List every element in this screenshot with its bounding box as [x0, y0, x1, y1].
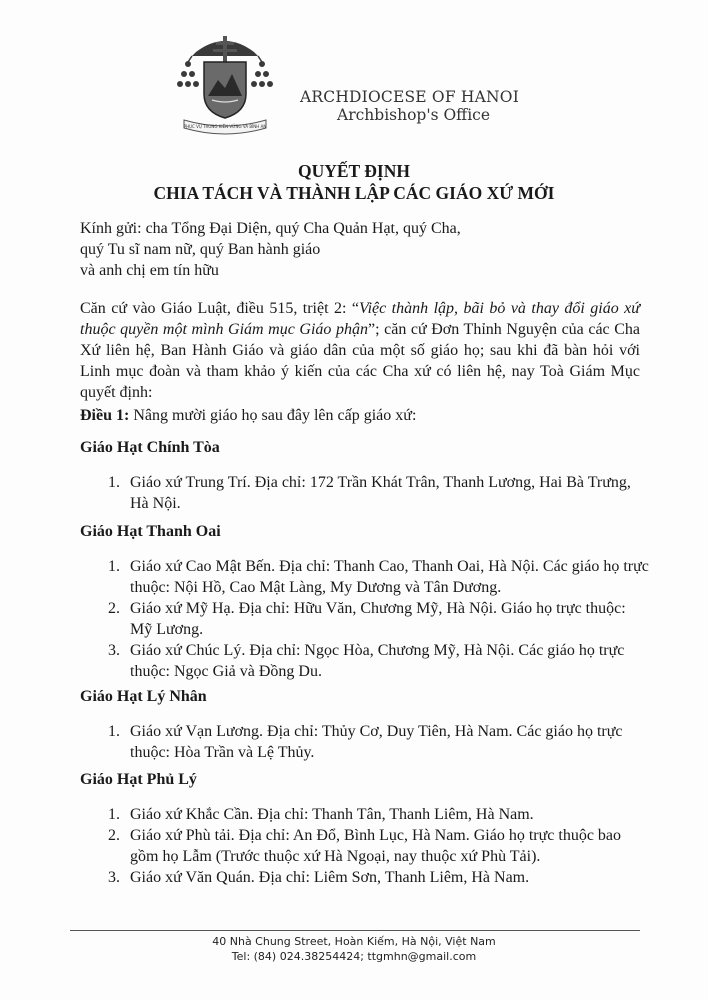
salutation-line1: Kính gửi: cha Tổng Đại Diện, quý Cha Quản Hạt, quý Cha, — [80, 220, 461, 237]
list-item: 2. Giáo xứ Mỹ Hạ. Địa chỉ: Hữu Văn, Chương Mỹ, Hà Nội. Giáo họ trực thuộc: Mỹ Lương. — [124, 598, 650, 640]
deanery-section — [80, 521, 650, 682]
decision-title — [0, 160, 708, 204]
list-item: 3. Giáo xứ Chúc Lý. Địa chỉ: Ngọc Hòa, Chương Mỹ, Hà Nội. Các giáo họ trực thuộc: Ngọc Giả và Đồng Du. — [124, 640, 650, 682]
footer-divider — [70, 930, 640, 931]
footer-address: 40 Nhà Chung Street, Hoàn Kiếm, Hà Nội, Việt Nam — [212, 935, 496, 948]
deanery-heading: Giáo Hạt Lý Nhân — [80, 688, 207, 705]
list-item: 3. Giáo xứ Văn Quán. Địa chỉ: Liêm Sơn, Thanh Liêm, Hà Nam. — [124, 867, 650, 888]
salutation — [80, 218, 640, 281]
parish-list — [80, 804, 650, 888]
org-name-line2: Archbishop's Office — [337, 106, 491, 124]
org-name-line1: ARCHDIOCESE OF HANOI — [300, 88, 520, 106]
deanery-heading: Giáo Hạt Thanh Oai — [80, 523, 221, 540]
salutation-line2: quý Tu sĩ nam nữ, quý Ban hành giáo — [80, 241, 321, 258]
deanery-heading: Giáo Hạt Phủ Lý — [80, 771, 197, 788]
archdiocese-coat-of-arms-logo — [166, 22, 284, 140]
parish-list — [80, 556, 650, 682]
deanery-section — [80, 686, 650, 763]
list-item: 1. Giáo xứ Cao Mật Bến. Địa chỉ: Thanh Cao, Thanh Oai, Hà Nội. Các giáo họ trực thuộc: Nội Hồ, Cao Mật Làng, My Dương và Tân Dương. — [124, 556, 650, 598]
deanery-heading: Giáo Hạt Chính Tòa — [80, 439, 220, 456]
letterhead — [0, 22, 708, 142]
list-item: 1. Giáo xứ Vạn Lương. Địa chỉ: Thủy Cơ, Duy Tiên, Hà Nam. Các giáo họ trực thuộc: Hòa Trần và Lệ Thủy. — [124, 721, 650, 763]
list-item: 1. Giáo xứ Khắc Cần. Địa chỉ: Thanh Tân, Thanh Liêm, Hà Nam. — [124, 804, 650, 825]
list-item: 1. Giáo xứ Trung Trí. Địa chỉ: 172 Trần Khát Trân, Thanh Lương, Hai Bà Trưng, Hà Nội. — [124, 472, 650, 514]
title-line2: CHIA TÁCH VÀ THÀNH LẬP CÁC GIÁO XỨ MỚI — [153, 183, 555, 203]
article-1-text: Nâng mười giáo họ sau đây lên cấp giáo xứ: — [129, 407, 417, 424]
motto-text: PHỤC VỤ TRONG KIÊN VỮNG VÀ BÌNH AN — [183, 124, 267, 129]
title-line1: QUYẾT ĐỊNH — [298, 161, 410, 181]
article-1-label: Điều 1: — [80, 407, 130, 424]
footer — [0, 934, 708, 964]
canon-law-quote: Việc thành lập, bãi bỏ và thay đổi giáo xứ thuộc quyền một mình Giám mục Giáo phận — [80, 300, 641, 338]
parish-list — [80, 721, 650, 763]
article-1 — [80, 405, 640, 426]
deanery-section — [80, 437, 650, 514]
legal-basis-paragraph — [80, 298, 640, 403]
organization-name — [300, 88, 519, 124]
basis-rest: ”; căn cứ Đơn Thỉnh Nguyện của các Cha Xứ liên hệ, Ban Hành Giáo và giáo dân của một số giáo họ; sau khi đã bàn hỏi với Linh mục đoàn và tham khảo ý kiến của các Cha xứ có liên hệ, nay Toà Giám Mục quyết định: — [80, 321, 641, 401]
deanery-section — [80, 769, 650, 888]
parish-list — [80, 472, 650, 514]
footer-contact: Tel: (84) 024.38254424; ttgmhn@gmail.com — [231, 950, 477, 963]
basis-intro: Căn cứ vào Giáo Luật, điều 515, triệt 2: “ — [80, 300, 359, 317]
salutation-line3: và anh chị em tín hữu — [80, 262, 219, 279]
list-item: 2. Giáo xứ Phù tải. Địa chỉ: An Đổ, Bình Lục, Hà Nam. Giáo họ trực thuộc bao gồm họ Lẫm (Trước thuộc xứ Hà Ngoại, nay thuộc xứ Phù Tải). — [124, 825, 650, 867]
